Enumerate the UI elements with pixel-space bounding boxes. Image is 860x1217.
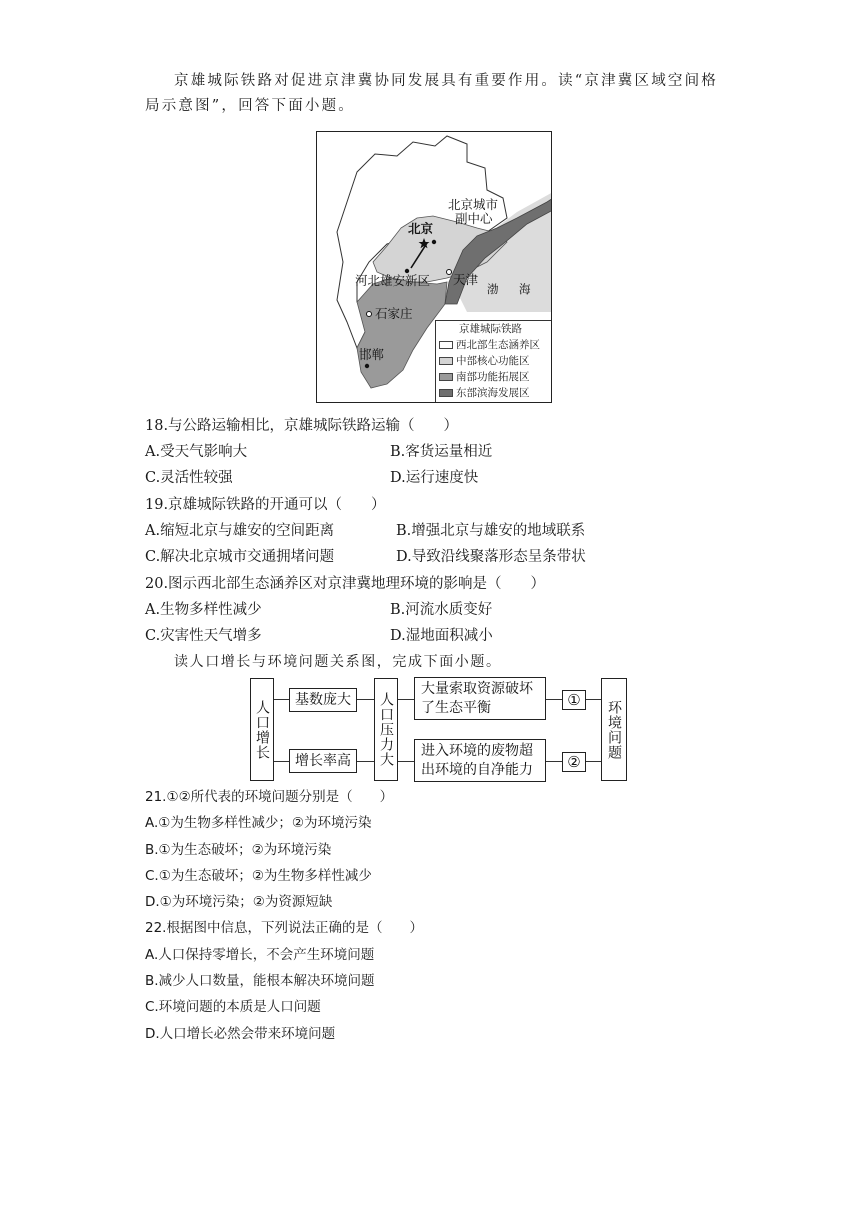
beijing-sub-center-dot — [432, 240, 436, 244]
q21-option-d[interactable]: D.①为环境污染；②为资源短缺 — [145, 894, 333, 910]
box-population-pressure: 人口压力大 — [374, 678, 398, 781]
connector — [398, 699, 414, 700]
connector — [546, 761, 562, 762]
intro2-text: 读人口增长与环境问题关系图，完成下面小题。 — [174, 654, 502, 670]
label-beijing-sub-center-2: 副中心 — [455, 211, 493, 226]
box-circle-2: ② — [562, 752, 586, 772]
connector — [546, 699, 562, 700]
box-resource-depletion — [414, 677, 546, 720]
label-beijing: 北京 — [408, 221, 434, 236]
intro-text-line1: 京雄城际铁路对促进京津冀协同发展具有重要作用。读“京津冀区域空间格 — [174, 73, 719, 89]
q20-stem: 20.图示西北部生态涵养区对京津冀地理环境的影响是（ ） — [145, 576, 546, 592]
label-handan: 邯郸 — [359, 347, 385, 362]
map-legend — [435, 320, 552, 403]
q18-stem: 18.与公路运输相比，京雄城际铁路运输（ ） — [145, 418, 459, 434]
q21-option-c[interactable]: C.①为生态破坏；②为生物多样性减少 — [145, 868, 372, 884]
connector — [274, 699, 289, 700]
legend-item-core: 中部核心功能区 — [439, 354, 530, 369]
q18-option-a[interactable]: A.受天气影响大 — [145, 444, 248, 460]
q19-option-b[interactable]: B.增强北京与雄安的地域联系 — [396, 523, 586, 539]
q21-stem: 21.①②所代表的环境问题分别是（ ） — [145, 789, 394, 805]
q20-option-c[interactable]: C.灾害性天气增多 — [145, 628, 262, 644]
intro-text-line2: 局示意图”，回答下面小题。 — [145, 98, 356, 114]
legend-item-coastal: 东部滨海发展区 — [439, 386, 530, 401]
connector — [357, 761, 374, 762]
tianjin-dot — [447, 270, 452, 275]
q22-option-a[interactable]: A.人口保持零增长，不会产生环境问题 — [145, 947, 375, 963]
q20-option-b[interactable]: B.河流水质变好 — [390, 602, 493, 618]
q21-option-b[interactable]: B.①为生态破坏；②为环境污染 — [145, 842, 332, 858]
connector — [274, 761, 289, 762]
q19-option-a[interactable]: A.缩短北京与雄安的空间距离 — [145, 523, 335, 539]
box-high-rate: 增长率高 — [289, 749, 357, 773]
box-waste-exceeds-line1: 进入环境的废物超 — [421, 743, 533, 759]
south-region — [357, 278, 447, 388]
connector — [586, 761, 601, 762]
q19-stem: 19.京雄城际铁路的开通可以（ ） — [145, 497, 386, 513]
shijiazhuang-dot — [367, 312, 372, 317]
q22-stem: 22.根据图中信息，下列说法正确的是（ ） — [145, 920, 423, 936]
label-beijing-sub-center-1: 北京城市 — [448, 197, 499, 212]
box-large-base: 基数庞大 — [289, 688, 357, 712]
q22-option-c[interactable]: C.环境问题的本质是人口问题 — [145, 999, 321, 1015]
q18-option-c[interactable]: C.灵活性较强 — [145, 470, 233, 486]
q21-option-a[interactable]: A.①为生物多样性减少；②为环境污染 — [145, 815, 372, 831]
connector — [586, 699, 601, 700]
legend-item-south: 南部功能拓展区 — [439, 370, 530, 385]
q19-option-c[interactable]: C.解决北京城市交通拥堵问题 — [145, 549, 335, 565]
box-environmental-problem: 环境问题 — [601, 678, 627, 781]
box-population-growth: 人口增长 — [250, 678, 274, 781]
box-resource-depletion-line1: 大量索取资源破坏 — [421, 681, 533, 697]
label-xiongan: 河北雄安新区 — [355, 273, 431, 288]
legend-item-ecological: 西北部生态涵养区 — [439, 338, 540, 353]
q22-option-b[interactable]: B.减少人口数量，能根本解决环境问题 — [145, 973, 375, 989]
connector — [398, 761, 414, 762]
box-resource-depletion-line2: 了生态平衡 — [421, 700, 491, 716]
q22-option-d[interactable]: D.人口增长必然会带来环境问题 — [145, 1026, 336, 1042]
box-waste-exceeds-line2: 出环境的自净能力 — [421, 762, 533, 778]
label-shijiazhuang: 石家庄 — [375, 306, 413, 321]
box-waste-exceeds — [414, 739, 546, 782]
label-tianjin: 天津 — [453, 272, 479, 287]
connector — [357, 699, 374, 700]
q18-option-d[interactable]: D.运行速度快 — [390, 470, 479, 486]
jingjinji-map — [316, 131, 552, 403]
legend-item-railway: 京雄城际铁路 — [459, 323, 522, 335]
q20-option-d[interactable]: D.湿地面积减小 — [390, 628, 493, 644]
handan-dot — [365, 364, 369, 368]
q19-option-d[interactable]: D.导致沿线聚落形态呈条带状 — [396, 549, 586, 565]
box-circle-1: ① — [562, 690, 586, 710]
q18-option-b[interactable]: B.客货运量相近 — [390, 444, 493, 460]
label-bohai-2: 海 — [519, 282, 531, 296]
label-bohai-1: 渤 — [487, 282, 499, 296]
q20-option-a[interactable]: A.生物多样性减少 — [145, 602, 262, 618]
